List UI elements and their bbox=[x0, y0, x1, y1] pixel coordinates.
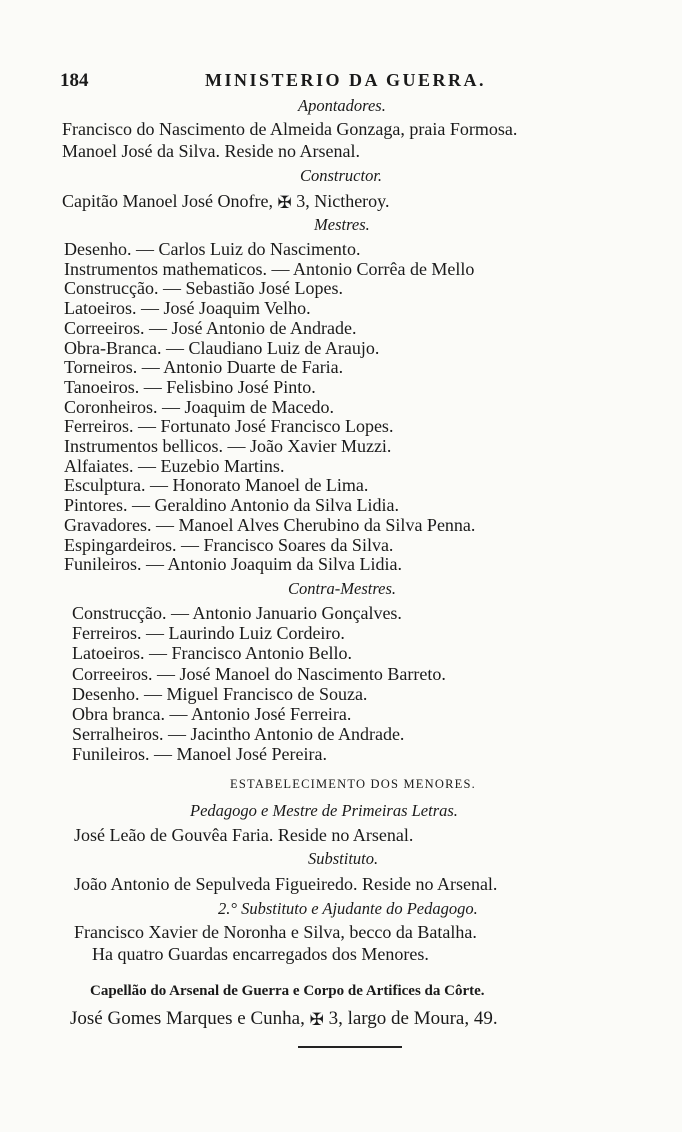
pedagogo-line: José Leão de Gouvêa Faria. Reside no Arsenal. bbox=[74, 825, 414, 845]
contra-mestre-line: Desenho. — Miguel Francisco de Souza. bbox=[72, 683, 368, 704]
capellao-address: 3, largo de Moura, 49. bbox=[328, 1008, 498, 1029]
apontador-line: Francisco do Nascimento de Almeida Gonzaga, praia Formosa. bbox=[62, 119, 518, 139]
mestre-line: Gravadores. — Manoel Alves Cherubino da Silva Penna. bbox=[64, 514, 476, 535]
heading-constructor: Constructor. bbox=[300, 166, 383, 185]
heading-substituto: Substituto. bbox=[308, 849, 379, 868]
mestre-line: Desenho. — Carlos Luiz do Nascimento. bbox=[64, 239, 361, 259]
mestre-line: Correeiros. — José Antonio de Andrade. bbox=[64, 317, 357, 338]
capellao-line bbox=[0, 1008, 682, 1031]
mestre-line: Tanoeiros. — Felisbino José Pinto. bbox=[64, 376, 316, 397]
constructor-line bbox=[0, 190, 682, 214]
heading-capellao: Capellão do Arsenal de Guerra e Corpo de Artifices da Côrte. bbox=[90, 983, 485, 999]
contra-mestre-line: Obra branca. — Antonio José Ferreira. bbox=[72, 704, 352, 724]
mestre-line: Latoeiros. — José Joaquim Velho. bbox=[64, 298, 311, 319]
maltese-cross-icon: ✠ bbox=[277, 193, 292, 212]
contra-mestre-line: Construcção. — Antonio Januario Gonçalves. bbox=[72, 603, 402, 623]
mestre-line: Coronheiros. — Joaquim de Macedo. bbox=[64, 396, 334, 417]
page-number: 184 bbox=[60, 70, 89, 91]
constructor-address: 3, Nictheroy. bbox=[296, 191, 390, 211]
contra-mestre-line: Funileiros. — Manoel José Pereira. bbox=[72, 744, 327, 765]
apontador-line: Manoel José da Silva. Reside no Arsenal. bbox=[62, 141, 360, 161]
maltese-cross-icon: ✠ bbox=[309, 1010, 324, 1029]
heading-menores: ESTABELECIMENTO DOS MENORES. bbox=[230, 777, 476, 791]
segundo-substituto-line: Francisco Xavier de Noronha e Silva, becco da Batalha. bbox=[74, 922, 477, 942]
mestre-line: Instrumentos bellicos. — João Xavier Muzzi. bbox=[64, 436, 392, 456]
mestre-line: Torneiros. — Antonio Duarte de Faria. bbox=[64, 357, 344, 378]
mestre-line: Instrumentos mathematicos. — Antonio Corrêa de Mello bbox=[64, 258, 475, 279]
running-title: MINISTERIO DA GUERRA. bbox=[205, 70, 487, 90]
mestre-line: Alfaiates. — Euzebio Martins. bbox=[64, 455, 285, 476]
heading-segundo-substituto: 2.° Substituto e Ajudante do Pedagogo. bbox=[218, 899, 478, 918]
mestre-line: Ferreiros. — Fortunato José Francisco Lopes. bbox=[64, 416, 394, 437]
constructor-name: Capitão Manoel José Onofre, bbox=[62, 191, 273, 211]
closing-rule bbox=[298, 1046, 402, 1048]
mestre-line: Espingardeiros. — Francisco Soares da Silva. bbox=[64, 534, 394, 555]
heading-pedagogo: Pedagogo e Mestre de Primeiras Letras. bbox=[190, 801, 458, 820]
running-header bbox=[0, 70, 682, 96]
mestre-line: Esculptura. — Honorato Manoel de Lima. bbox=[64, 475, 369, 496]
substituto-line: João Antonio de Sepulveda Figueiredo. Reside no Arsenal. bbox=[74, 874, 498, 894]
capellao-name: José Gomes Marques e Cunha, bbox=[70, 1008, 305, 1029]
heading-mestres: Mestres. bbox=[314, 215, 370, 234]
mestre-line: Obra-Branca. — Claudiano Luiz de Araujo. bbox=[64, 337, 380, 358]
guardas-line: Ha quatro Guardas encarregados dos Menores. bbox=[92, 944, 429, 964]
contra-mestre-line: Correeiros. — José Manoel do Nascimento Barreto. bbox=[72, 663, 446, 684]
mestre-line: Pintores. — Geraldino Antonio da Silva Lidia. bbox=[64, 495, 399, 516]
heading-contra-mestres: Contra-Mestres. bbox=[288, 579, 397, 598]
contra-mestre-line: Latoeiros. — Francisco Antonio Bello. bbox=[72, 643, 352, 664]
mestre-line: Funileiros. — Antonio Joaquim da Silva Lidia. bbox=[64, 554, 402, 575]
contra-mestre-line: Ferreiros. — Laurindo Luiz Cordeiro. bbox=[72, 623, 345, 644]
heading-apontadores: Apontadores. bbox=[298, 96, 386, 115]
mestre-line: Construcção. — Sebastião José Lopes. bbox=[64, 278, 343, 299]
contra-mestre-line: Serralheiros. — Jacintho Antonio de Andrade. bbox=[72, 724, 405, 745]
